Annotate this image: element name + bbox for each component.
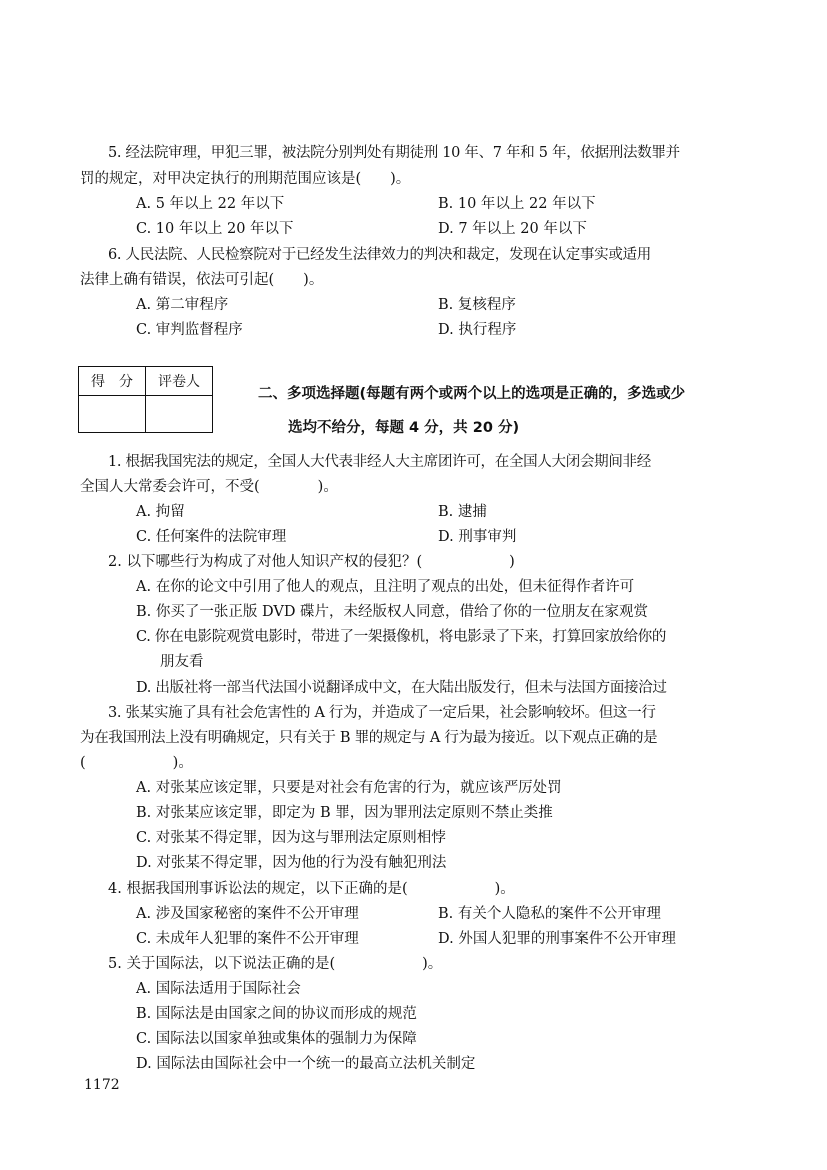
m3-stem-line2: 为在我国刑法上没有明确规定，只有关于 B 罪的规定与 A 行为最为接近。以下观点正确的是	[80, 730, 658, 746]
q6-option-a: A. 第二审程序	[136, 297, 229, 313]
q6-option-c: C. 审判监督程序	[136, 322, 243, 338]
m2-option-c-line2: 朋友看	[160, 654, 204, 670]
m4-option-d: D. 外国人犯罪的刑事案件不公开审理	[438, 931, 676, 947]
m2-option-c-line1: C. 你在电影院观赏电影时，带进了一架摄像机，将电影录了下来，打算回家放给你的	[136, 629, 667, 645]
page-number: 1172	[84, 1077, 120, 1093]
score-table	[78, 366, 213, 433]
m1-stem-line1: 1. 根据我国宪法的规定，全国人大代表非经人大主席团许可，在全国人大闭会期间非经	[108, 454, 651, 470]
m2-option-a: A. 在你的论文中引用了他人的观点，且注明了观点的出处，但未征得作者许可	[136, 579, 635, 595]
q5-stem-line1: 5. 经法院审理，甲犯三罪，被法院分别判处有期徒刑 10 年、7 年和 5 年，依据刑法数罪并	[108, 145, 680, 161]
m4-stem: 4. 根据我国刑事诉讼法的规定，以下正确的是( )。	[108, 881, 515, 897]
section2-title-line1: 二、多项选择题(每题有两个或两个以上的选项是正确的，多选或少	[258, 386, 686, 402]
m1-option-d: D. 刑事审判	[438, 529, 517, 545]
q5-stem-line2: 罚的规定，对甲决定执行的刑期范围应该是( )。	[80, 171, 411, 187]
q6-stem-line2: 法律上确有错误，依法可引起( )。	[80, 272, 324, 288]
m2-stem: 2. 以下哪些行为构成了对他人知识产权的侵犯？( )	[108, 554, 515, 570]
q5-option-b: B. 10 年以上 22 年以下	[438, 196, 596, 212]
q5-option-a: A. 5 年以上 22 年以下	[136, 196, 285, 212]
grader-header: 评卷人	[146, 367, 213, 396]
m3-option-b: B. 对张某应该定罪，即定为 B 罪，因为罪刑法定原则不禁止类推	[136, 805, 553, 821]
m4-option-c: C. 未成年人犯罪的案件不公开审理	[136, 931, 359, 947]
section2-title-line2: 选均不给分，每题 4 分，共 20 分)	[288, 420, 520, 436]
q6-option-d: D. 执行程序	[438, 322, 517, 338]
m1-option-a: A. 拘留	[136, 504, 185, 520]
m2-option-d: D. 出版社将一部当代法国小说翻译成中文，在大陆出版发行，但未与法国方面接洽过	[136, 680, 667, 696]
score-cell	[79, 396, 146, 433]
score-header: 得 分	[79, 367, 146, 396]
m1-option-b: B. 逮捕	[438, 504, 487, 520]
m5-option-d: D. 国际法由国际社会中一个统一的最高立法机关制定	[136, 1056, 476, 1072]
m3-stem-line3: ( )。	[80, 755, 193, 771]
m4-option-a: A. 涉及国家秘密的案件不公开审理	[136, 906, 359, 922]
m3-option-c: C. 对张某不得定罪，因为这与罪刑法定原则相悖	[136, 830, 446, 846]
m3-stem-line1: 3. 张某实施了具有社会危害性的 A 行为，并造成了一定后果，社会影响较坏。但这一行	[108, 705, 656, 721]
m5-option-a: A. 国际法适用于国际社会	[136, 981, 301, 997]
q6-option-b: B. 复核程序	[438, 297, 516, 313]
m2-option-b: B. 你买了一张正版 DVD 碟片，未经版权人同意，借给了你的一位朋友在家观赏	[136, 604, 649, 620]
m1-option-c: C. 任何案件的法院审理	[136, 529, 287, 545]
m3-option-a: A. 对张某应该定罪，只要是对社会有危害的行为，就应该严厉处罚	[136, 780, 562, 796]
q5-option-c: C. 10 年以上 20 年以下	[136, 221, 294, 237]
q5-option-d: D. 7 年以上 20 年以下	[438, 221, 587, 237]
m3-option-d: D. 对张某不得定罪，因为他的行为没有触犯刑法	[136, 855, 447, 871]
m5-option-b: B. 国际法是由国家之间的协议而形成的规范	[136, 1006, 417, 1022]
grader-cell	[146, 396, 213, 433]
m1-stem-line2: 全国人大常委会许可，不受( )。	[80, 479, 338, 495]
m5-stem: 5. 关于国际法，以下说法正确的是( )。	[108, 956, 443, 972]
m4-option-b: B. 有关个人隐私的案件不公开审理	[438, 906, 661, 922]
q6-stem-line1: 6. 人民法院、人民检察院对于已经发生法律效力的判决和裁定，发现在认定事实或适用	[108, 247, 651, 263]
m5-option-c: C. 国际法以国家单独或集体的强制力为保障	[136, 1031, 417, 1047]
